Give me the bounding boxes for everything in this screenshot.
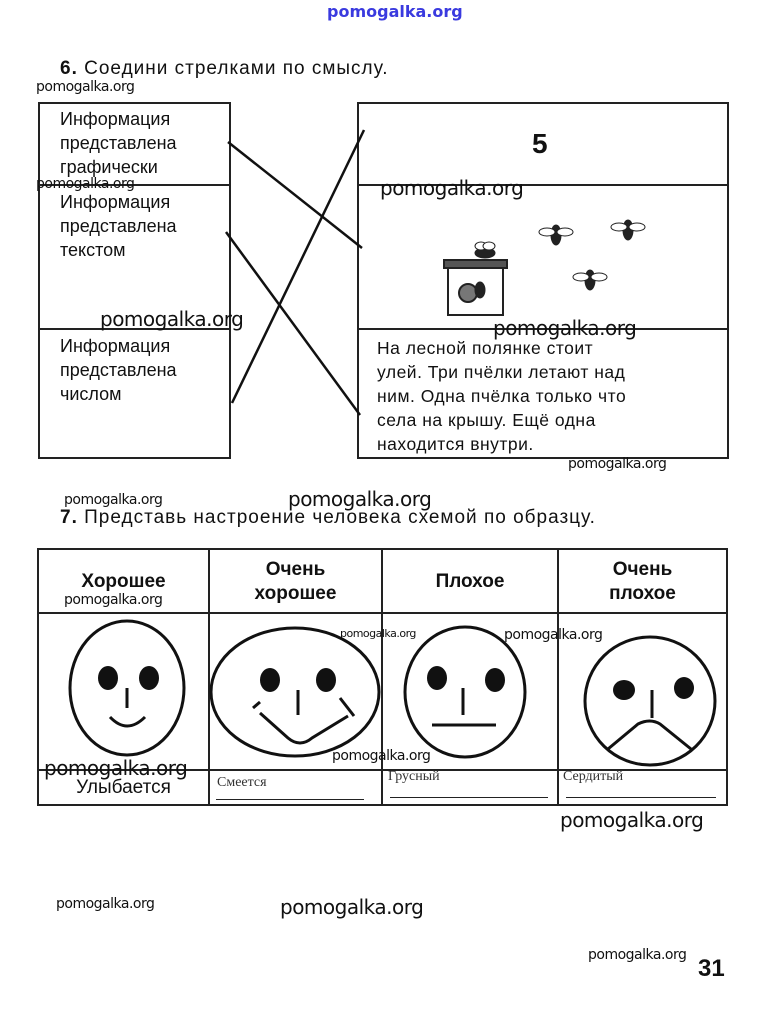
watermark: pomogalka.org xyxy=(588,947,687,963)
watermark: pomogalka.org xyxy=(36,79,135,95)
face-bad xyxy=(405,627,525,757)
caption-smiles: Улыбается xyxy=(76,777,171,798)
watermark: pomogalka.org xyxy=(332,748,431,764)
watermark: pomogalka.org xyxy=(44,756,188,780)
right-story-text: На лесной полянке стоит улей. Три пчёлки летают над ним. Одна пчёлка только что села на крышу. Ещё одна находится внутри. xyxy=(377,338,627,454)
task7-number: 7. xyxy=(60,507,78,528)
left-label-number: Информация представлена числом xyxy=(60,336,177,404)
top-watermark: pomogalka.org xyxy=(327,2,463,21)
watermark: pomogalka.org xyxy=(560,808,704,832)
face-good xyxy=(70,621,184,755)
watermark: pomogalka.org xyxy=(288,487,432,511)
header-good: Хорошее xyxy=(81,571,166,592)
header-very-good: Очень хорошее xyxy=(254,559,337,604)
watermark: pomogalka.org xyxy=(568,456,667,472)
watermark: pomogalka.org xyxy=(56,896,155,912)
header-bad: Плохое xyxy=(435,571,505,592)
watermark: pomogalka.org xyxy=(280,895,424,919)
left-label-graphic: Информация представлена графически xyxy=(60,109,177,177)
caption-angry: Сердитый xyxy=(563,769,624,784)
watermark: pomogalka.org xyxy=(64,492,163,508)
watermark: pomogalka.org xyxy=(504,627,603,643)
right-number: 5 xyxy=(532,128,548,159)
task6-instruction: Соедини стрелками по смыслу. xyxy=(84,58,389,79)
answer-line xyxy=(216,799,364,800)
watermark: pomogalka.org xyxy=(340,627,416,640)
page-number: 31 xyxy=(698,955,725,982)
watermark: pomogalka.org xyxy=(100,307,244,331)
caption-laughs: Смеется xyxy=(217,775,267,790)
face-very-good xyxy=(211,628,379,756)
left-label-text: Информация представлена текстом xyxy=(60,192,177,260)
watermark: pomogalka.org xyxy=(64,592,163,608)
caption-sad: Грусный xyxy=(388,769,440,784)
face-very-bad xyxy=(585,637,715,765)
header-very-bad: Очень плохое xyxy=(609,559,676,604)
task7-instruction: Представь настроение человека схемой по образцу. xyxy=(84,507,596,528)
watermark: pomogalka.org xyxy=(493,316,637,340)
watermark: pomogalka.org xyxy=(36,176,135,192)
answer-line xyxy=(390,797,548,798)
task6-number: 6. xyxy=(60,58,78,79)
answer-line xyxy=(566,797,716,798)
watermark: pomogalka.org xyxy=(380,176,524,200)
